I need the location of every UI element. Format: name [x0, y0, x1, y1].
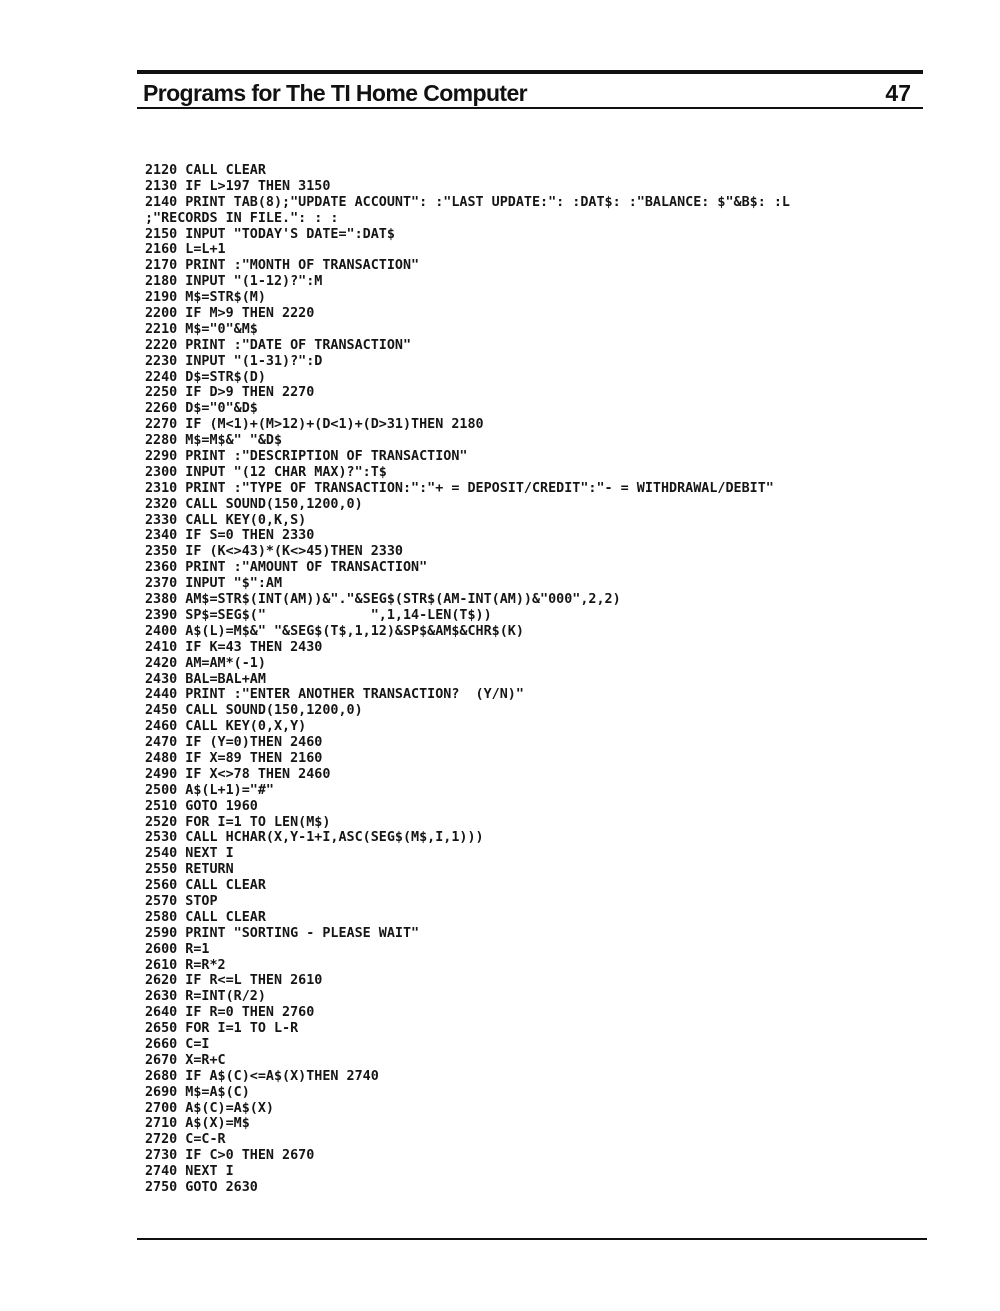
- top-rule: [137, 70, 923, 74]
- page-title: Programs for The TI Home Computer: [143, 80, 528, 106]
- code-line: ;"RECORDS IN FILE.": : :: [145, 210, 339, 226]
- code-line: 2230 INPUT "(1-31)?":D: [145, 353, 323, 369]
- code-line: 2620 IF R<=L THEN 2610: [145, 973, 323, 989]
- code-line: 2190 M$=STR$(M): [145, 290, 266, 306]
- code-line: 2320 CALL SOUND(150,1200,0): [145, 496, 363, 512]
- code-line: 2440 PRINT :"ENTER ANOTHER TRANSACTION? (Y/N)": [145, 687, 524, 703]
- code-line: 2700 A$(C)=A$(X): [145, 1100, 274, 1116]
- page-number: 47: [885, 80, 911, 106]
- code-line: 2260 D$="0"&D$: [145, 401, 258, 417]
- code-line: 2420 AM=AM*(-1): [145, 655, 266, 671]
- code-line: 2400 A$(L)=M$&" "&SEG$(T$,1,12)&SP$&AM$&CHR$(K): [145, 623, 524, 639]
- code-line: 2720 C=C-R: [145, 1132, 226, 1148]
- code-line: 2330 CALL KEY(0,K,S): [145, 512, 307, 528]
- code-line: 2530 CALL HCHAR(X,Y-1+I,ASC(SEG$(M$,I,1))): [145, 830, 484, 846]
- code-line: 2310 PRINT :"TYPE OF TRANSACTION:":"+ = DEPOSIT/CREDIT":"- = WITHDRAWAL/DEBIT": [145, 480, 774, 496]
- code-line: 2740 NEXT I: [145, 1164, 234, 1180]
- code-line: 2540 NEXT I: [145, 846, 234, 862]
- code-line: 2290 PRINT :"DESCRIPTION OF TRANSACTION": [145, 449, 468, 465]
- code-line: 2240 D$=STR$(D): [145, 369, 266, 385]
- code-line: 2270 IF (M<1)+(M>12)+(D<1)+(D>31)THEN 2180: [145, 417, 484, 433]
- code-line: 2380 AM$=STR$(INT(AM))&"."&SEG$(STR$(AM-INT(AM))&"000",2,2): [145, 592, 621, 608]
- code-line: 2750 GOTO 2630: [145, 1180, 258, 1195]
- code-line: 2390 SP$=SEG$(" ",1,14-LEN(T$)): [145, 607, 492, 623]
- code-line: 2490 IF X<>78 THEN 2460: [145, 766, 331, 782]
- code-line: 2280 M$=M$&" "&D$: [145, 433, 283, 449]
- code-line: 2680 IF A$(C)<=A$(X)THEN 2740: [145, 1068, 379, 1084]
- code-line: 2370 INPUT "$":AM: [145, 576, 283, 592]
- code-line: 2650 FOR I=1 TO L-R: [145, 1021, 299, 1037]
- code-line: 2120 CALL CLEAR: [145, 163, 266, 178]
- code-line: 2130 IF L>197 THEN 3150: [145, 178, 331, 194]
- code-line: 2670 X=R+C: [145, 1052, 226, 1068]
- code-line: 2360 PRINT :"AMOUNT OF TRANSACTION": [145, 560, 428, 576]
- code-line: 2140 PRINT TAB(8);"UPDATE ACCOUNT": :"LAST UPDATE:": :DAT$: :"BALANCE: $"&B$: :L: [145, 194, 790, 210]
- code-line: 2200 IF M>9 THEN 2220: [145, 306, 315, 322]
- code-line: 2480 IF X=89 THEN 2160: [145, 750, 323, 766]
- code-line: 2610 R=R*2: [145, 957, 226, 973]
- code-line: 2570 STOP: [145, 893, 218, 909]
- code-line: 2690 M$=A$(C): [145, 1084, 250, 1100]
- program-listing: [145, 163, 925, 1196]
- code-line: 2450 CALL SOUND(150,1200,0): [145, 703, 363, 719]
- code-line: 2470 IF (Y=0)THEN 2460: [145, 735, 323, 751]
- code-line: 2430 BAL=BAL+AM: [145, 671, 266, 687]
- code-line: 2460 CALL KEY(0,X,Y): [145, 719, 307, 735]
- code-line: 2630 R=INT(R/2): [145, 989, 266, 1005]
- code-line: 2660 C=I: [145, 1036, 210, 1052]
- code-line: 2510 GOTO 1960: [145, 798, 258, 814]
- code-line: 2730 IF C>0 THEN 2670: [145, 1148, 315, 1164]
- code-line: 2250 IF D>9 THEN 2270: [145, 385, 315, 401]
- code-line: 2600 R=1: [145, 941, 210, 957]
- footer-rule: [137, 1238, 927, 1240]
- code-line: 2350 IF (K<>43)*(K<>45)THEN 2330: [145, 544, 403, 560]
- code-line: 2410 IF K=43 THEN 2430: [145, 639, 323, 655]
- page-header: [143, 78, 917, 108]
- code-line: 2500 A$(L+1)="#": [145, 782, 274, 798]
- code-line: 2550 RETURN: [145, 862, 234, 878]
- code-line: 2590 PRINT "SORTING - PLEASE WAIT": [145, 925, 420, 941]
- code-line: 2210 M$="0"&M$: [145, 321, 258, 337]
- code-line: 2170 PRINT :"MONTH OF TRANSACTION": [145, 258, 420, 274]
- code-line: 2300 INPUT "(12 CHAR MAX)?":T$: [145, 464, 387, 480]
- code-line: 2150 INPUT "TODAY'S DATE=":DAT$: [145, 226, 395, 242]
- code-line: 2340 IF S=0 THEN 2330: [145, 528, 315, 544]
- code-line: 2520 FOR I=1 TO LEN(M$): [145, 814, 331, 830]
- code-line: 2160 L=L+1: [145, 242, 226, 258]
- code-line: 2640 IF R=0 THEN 2760: [145, 1005, 315, 1021]
- code-line: 2580 CALL CLEAR: [145, 909, 266, 925]
- code-line: 2560 CALL CLEAR: [145, 878, 266, 894]
- code-line: 2220 PRINT :"DATE OF TRANSACTION": [145, 337, 412, 353]
- code-line: 2180 INPUT "(1-12)?":M: [145, 274, 323, 290]
- header-rule: [137, 107, 923, 109]
- code-line: 2710 A$(X)=M$: [145, 1116, 250, 1132]
